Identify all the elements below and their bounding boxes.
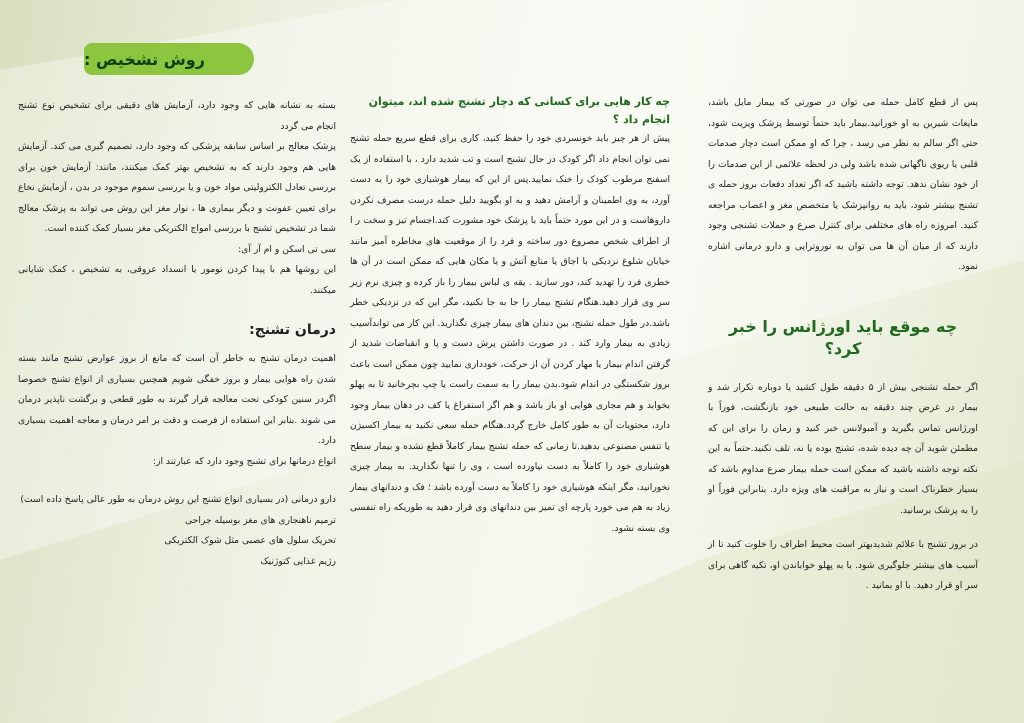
treatment-list-item-1: دارو درمانی (در بسیاری انواع تشنج این روش درمان به طور عالی پاسخ داده است) bbox=[20, 494, 336, 505]
left-paragraph-5: اهمیت درمان تشنج به خاطر آن است که مانع از بروز عوارض تشنج مانند بسته شدن راه هوایی بیمار و بروز خفگی شویم همچنین بسیاری از انواع تشنج خصوصا اگردر سنین کودکی تحت معالجه قرار گیرند به طور قطعی و برگشت ناپذیر درمان می شوند .بنابر این استفاده از فرصت و دقت بر امر درمان و معاجه اهمیت بسیاری دارد. bbox=[18, 353, 336, 446]
emergency-heading: چه موقع باید اورژانس را خبر کرد؟ bbox=[728, 316, 958, 358]
left-paragraph-4: این روشها هم با پیدا کردن تومور یا انسداد عروقی، به تشخیص ، کمک شایانی میکنند. bbox=[18, 264, 336, 296]
left-paragraph-6: انواع درمانها برای تشنج وجود دارد که عبارتند از: bbox=[152, 455, 336, 467]
treatment-list-item-4: رژیم غذایی کتوژنیک bbox=[260, 555, 336, 567]
treatment-heading: درمان تشنج: bbox=[249, 322, 336, 338]
middle-paragraph: پیش از هر چیز باید خونسردی خود را حفظ کنید، کاری برای قطع سریع حمله تشنج نمی توان انجام داد اگر کودک در حال تشنج است و تب شدید دارد ، با استفاده از یک اسفنج مرطوب کودک را خنک نمایید.پس از این که بیمار هوشیاری خود را به دست آورد، به وی اطمینان و آرامش دهید و به او بگویید دلیل حمله درست مصرف نکردن داروهاست و در این مورد حتماً باید با پزشک خود مشورت کند.اجسام تیز و سخت ر ا از اطراف شخص مصروع دور ساخته و فرد را از موقعیت های مخاطره آمیز مانند خیابان شلوغ نزدیکی با اجاق یا منابع آتش و یا مکان هایی که ممکن است در آن ها خطری فرد را تهدید کند، دور سازید . یقه ی لباس بیمار را باز کرده و چیزی نرم زیر سر وی قرار دهید.هنگام تشنج بیمار را جا به جا نکنید، مگر این که در نزدیکی خطر باشد.در طول حمله تشنج، بین دندان های بیمار چیزی نگذارید. این کار می تواندآسیب زیادی به بیمار وارد کند . در صورت داشتن پرش دست و پا و انقباضات شدید از گرفتن اندام بیمار یا مهار کردن آن از حرکت، خودداری نمایید چون ممکن است باعث بروز شکستگی در اندام شود.بدن بیمار را به سمت راست یا چپ بچرخانید تا به پهلو بخوابد و هم مجاری هوایی او باز باشد و هم اگر استفراغ یا کف در دهان بیمار وجود دارد، محتویات آن به طور کامل خارج گردد.هنگام حمله سعی نکنید به بیمار اکسیژن یا تنفس مصنوعی بدهید.تا زمانی که حمله تشنج بیمار کاملاً قطع نشده و بیمار سطح هوشیاری خود را کاملاً به دست نیاورده است ، وی را تنها نگذارید. به بیمار چیزی نخورانید، مگر اینکه هوشیاری خود را کاملاً به دست آورده باشد ؛ فک و دندانهای بیمار زیاد به هم می خورد پارچه ای تمیز بین دندانهای وی قرار دهید به طوریکه راه تنفسی وی بسته نشود. bbox=[350, 133, 670, 534]
treatment-list-item-3: تحریک سلول های عصبی مثل شوک الکتریکی bbox=[164, 535, 336, 546]
left-paragraph-3: سی تی اسکن و ام آر آی: bbox=[238, 243, 336, 255]
treatment-list-item-2: ترمیم ناهنجاری های مغز بوسیله جراحی bbox=[184, 514, 336, 526]
left-column bbox=[18, 96, 336, 572]
first-aid-heading: چه کار هایی برای کسانی که دچار تشنج شده اند، میتوان انجام داد ؟ bbox=[368, 95, 670, 126]
diagnosis-badge bbox=[84, 43, 254, 75]
right-paragraph-1: پس از قطع کامل حمله می توان در صورتی که بیمار مایل باشد، مایعات شیرین به او خورانید.بیمار باید حتماً توسط پزشک ویزیت شود، حتی اگر سالم به نظر می رسد ، چرا که او ممکن است دچار صدمات قلبی یا ریوی ناگهانی شده باشد ولی در لحظه علائمی از این صدمات را از خود نشان ندهد. توجه داشته باشید که اگر تعداد دفعات بروز حمله ی تشنج بیشتر شود، باید به روانپزشک یا متخصص مغز و اعصاب مراجعه کنید. امروزه راه های مختلفی برای کنترل صرع و حملات تشنجی وجود دارند که از میان آن ها می توان به نوروتراپی و دارو درمانی اشاره نمود. bbox=[708, 97, 978, 272]
right-paragraph-2: اگر حمله تشنجی بیش از ۵ دقیقه طول کشید یا دوباره تکرار شد و بیمار در عرض چند دقیقه به حالت طبیعی خود بازنگشت، فوراً با اورژانس تماس بگیرید و آمبولانس خبر کنید و زمان را برای این که مطمئن شوید آن چه دیده شده، تشنج بوده یا نه، تلف نکنید.حتماً به این نکته توجه داشته باشید که ممکن است حمله بیمار صرع مداوم باشد که بسیار خطرناک است و نیاز به مراقبت های ویژه دارد. بنابراین فوراً او را به پزشک برسانید. bbox=[708, 381, 979, 516]
left-paragraph-2: پزشک معالج بر اساس سابقه پزشکی که وجود دارد، تصمیم گیری می کند. آزمایش هایی هم وجود دارند که به تشخیص بهتر کمک میکنند، مانند: آزمایش خون برای بررسی تعادل الکترولیتی مواد خون و یا بررسی سموم موجود در بدن ، آزمایش نخاع برای تعیین عفونت و دیگر بیماری ها ، نوار مغز این روش می تواند به پزشک معالج شما در تشخیص تشنج با بررسی امواج الکتریکی مغز بسیار کمک کننده است. bbox=[18, 141, 336, 234]
diagnosis-badge-label: روش تشخیص : bbox=[84, 49, 205, 69]
left-paragraph-1: بسته به نشانه هایی که وجود دارد، آزمایش های دقیقی برای تشخیص نوع تشنج انجام می گردد bbox=[18, 100, 336, 132]
right-paragraph-3: در بروز تشنج با علائم شدیدبهتر است محیط اطراف را خلوت کنید تا از آسیب های بیشتر جلوگیری شود. با به پهلو خواباندن او، تکیه گاهی برای سر او قرار دهید. با او بمانید . bbox=[708, 539, 978, 591]
right-column bbox=[708, 93, 978, 597]
middle-column bbox=[350, 93, 670, 539]
